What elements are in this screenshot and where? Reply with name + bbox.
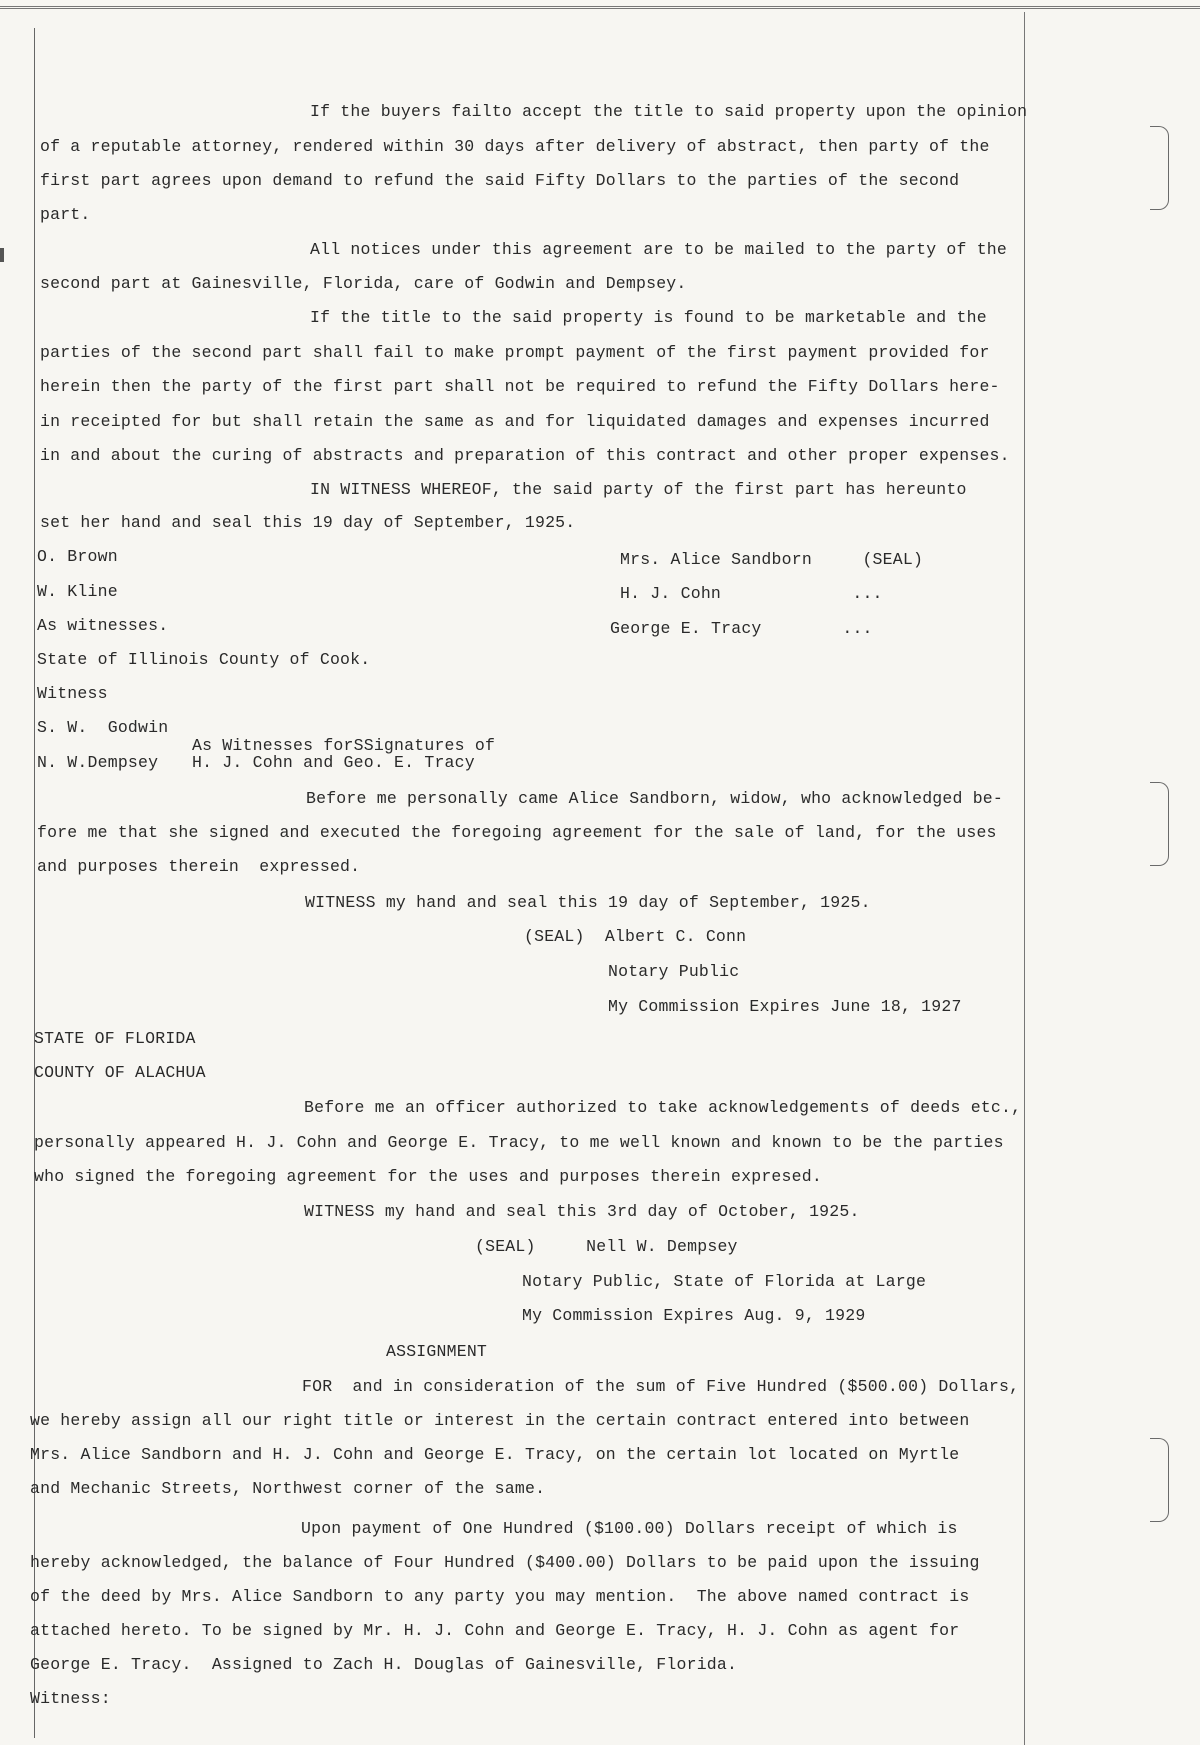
- text-line: in and about the curing of abstracts and preparation of this contract and other proper expenses.: [40, 446, 1010, 465]
- section-heading: ASSIGNMENT: [386, 1342, 488, 1361]
- text-line: herein then the party of the first part shall not be required to refund the Fifty Dollars here-: [40, 377, 1000, 396]
- signature-line: Mrs. Alice Sandborn (SEAL): [620, 550, 924, 569]
- binder-hole-middle: [1150, 782, 1169, 866]
- text-line: State of Illinois County of Cook.: [37, 650, 371, 669]
- text-line: H. J. Cohn and Geo. E. Tracy: [192, 753, 475, 772]
- witness-name: N. W.Dempsey: [37, 753, 159, 772]
- text-line: FOR and in consideration of the sum of Five Hundred ($500.00) Dollars,: [302, 1377, 1020, 1396]
- text-line: we hereby assign all our right title or interest in the certain contract entered into between: [30, 1411, 970, 1430]
- text-line: My Commission Expires June 18, 1927: [608, 997, 962, 1016]
- notary-seal-line: (SEAL) Nell W. Dempsey: [475, 1237, 738, 1256]
- text-line: Upon payment of One Hundred ($100.00) Dollars receipt of which is: [301, 1519, 958, 1538]
- text-line: COUNTY OF ALACHUA: [34, 1063, 206, 1082]
- text-line: in receipted for but shall retain the same as and for liquidated damages and expenses incurred: [40, 412, 990, 431]
- text-line: part.: [40, 205, 91, 224]
- text-line: WITNESS my hand and seal this 19 day of September, 1925.: [305, 893, 871, 912]
- margin-mark: [0, 248, 4, 262]
- text-line: and Mechanic Streets, Northwest corner of the same.: [30, 1479, 546, 1498]
- text-line: If the title to the said property is found to be marketable and the: [310, 308, 987, 327]
- notary-seal-line: (SEAL) Albert C. Conn: [524, 927, 747, 946]
- text-line: All notices under this agreement are to be mailed to the party of the: [310, 240, 1008, 259]
- text-line: Before me an officer authorized to take acknowledgements of deeds etc.,: [304, 1098, 1022, 1117]
- signature-line: H. J. Cohn ...: [620, 584, 883, 603]
- text-line: My Commission Expires Aug. 9, 1929: [522, 1306, 866, 1325]
- signature-line: George E. Tracy ...: [610, 619, 873, 638]
- text-line: second part at Gainesville, Florida, care of Godwin and Dempsey.: [40, 274, 687, 293]
- text-line: Notary Public, State of Florida at Large: [522, 1272, 927, 1291]
- text-line: WITNESS my hand and seal this 3rd day of October, 1925.: [304, 1202, 860, 1221]
- text-line: parties of the second part shall fail to make prompt payment of the first payment provided for: [40, 343, 990, 362]
- text-line: set her hand and seal this 19 day of September, 1925.: [40, 513, 576, 532]
- text-line: fore me that she signed and executed the foregoing agreement for the sale of land, for the uses: [37, 823, 997, 842]
- binder-hole-bottom: [1150, 1438, 1169, 1522]
- text-line: who signed the foregoing agreement for the uses and purposes therein expresed.: [34, 1167, 822, 1186]
- text-line: As Witnesses forSSignatures of: [192, 736, 496, 755]
- witness-name: W. Kline: [37, 582, 118, 601]
- text-line: Before me personally came Alice Sandborn, widow, who acknowledged be-: [306, 789, 1004, 808]
- text-line: Witness: [37, 684, 108, 703]
- text-line: George E. Tracy. Assigned to Zach H. Douglas of Gainesville, Florida.: [30, 1655, 738, 1674]
- top-border-rule: [0, 6, 1200, 9]
- text-line: As witnesses.: [37, 616, 169, 635]
- text-line: Witness:: [30, 1689, 111, 1708]
- text-line: and purposes therein expressed.: [37, 857, 361, 876]
- text-line: Notary Public: [608, 962, 740, 981]
- right-margin-rule: [1024, 12, 1025, 1745]
- witness-name: S. W. Godwin: [37, 718, 169, 737]
- binder-hole-top: [1150, 126, 1169, 210]
- text-line: of the deed by Mrs. Alice Sandborn to any party you may mention. The above named contract is: [30, 1587, 970, 1606]
- text-line: personally appeared H. J. Cohn and George E. Tracy, to me well known and known to be the parties: [34, 1133, 1004, 1152]
- witness-name: O. Brown: [37, 547, 118, 566]
- text-line: of a reputable attorney, rendered within 30 days after delivery of abstract, then party of the: [40, 137, 990, 156]
- text-line: first part agrees upon demand to refund the said Fifty Dollars to the parties of the second: [40, 171, 960, 190]
- text-line: STATE OF FLORIDA: [34, 1029, 196, 1048]
- text-line: hereby acknowledged, the balance of Four Hundred ($400.00) Dollars to be paid upon the issuing: [30, 1553, 980, 1572]
- text-line: Mrs. Alice Sandborn and H. J. Cohn and George E. Tracy, on the certain lot located on Myrtle: [30, 1445, 960, 1464]
- text-line: attached hereto. To be signed by Mr. H. J. Cohn and George E. Tracy, H. J. Cohn as agent for: [30, 1621, 960, 1640]
- text-line: IN WITNESS WHEREOF, the said party of the first part has hereunto: [310, 480, 967, 499]
- text-line: If the buyers failto accept the title to said property upon the opinion: [310, 102, 1028, 121]
